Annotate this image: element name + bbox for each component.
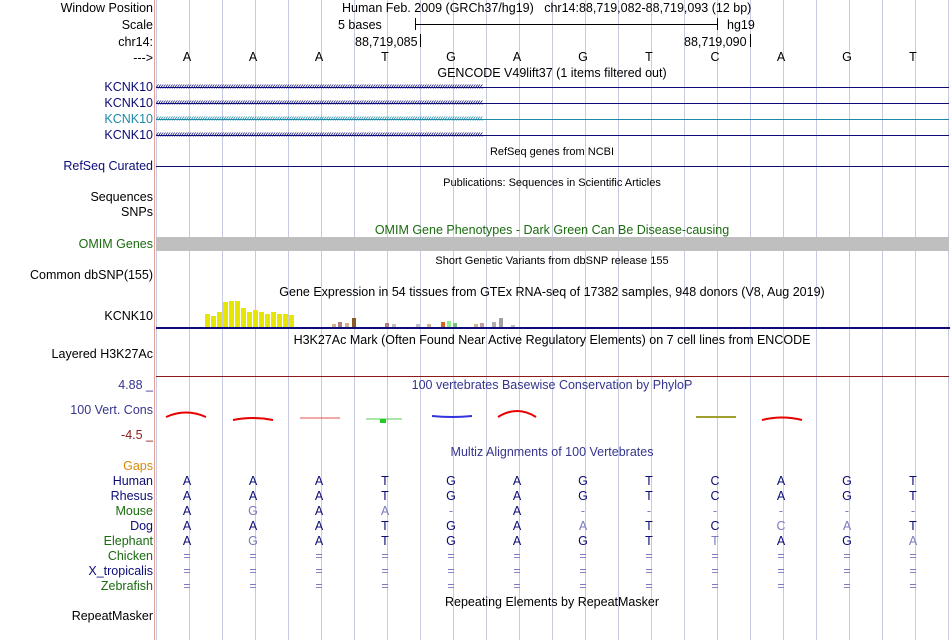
aligned-base: T (381, 474, 389, 488)
phylop-conservation-graph[interactable] (156, 406, 950, 426)
aligned-base: A (248, 474, 258, 488)
species-label[interactable]: X_tropicalis (88, 564, 153, 578)
aligned-base: - (844, 504, 850, 518)
h3k27ac-title: H3K27Ac Mark (Often Found Near Active Regulatory Elements) on 7 cell lines from ENCODE (293, 333, 811, 347)
reference-base: G (446, 50, 456, 64)
aligned-base: = (579, 564, 587, 578)
aligned-base: A (776, 474, 786, 488)
reference-base: G (842, 50, 852, 64)
omim-label[interactable]: OMIM Genes (78, 237, 153, 251)
gencode-transcript-label[interactable]: KCNK10 (104, 96, 153, 110)
aligned-base: = (843, 564, 851, 578)
aligned-base: = (183, 579, 191, 593)
window-coordinates: chr14:88,719,082-88,719,093 (12 bp) (544, 1, 752, 15)
aligned-base: T (711, 534, 719, 548)
gtex-bars (205, 301, 515, 327)
scale-bar (415, 18, 718, 30)
aligned-base: = (447, 579, 455, 593)
aligned-base: T (909, 519, 917, 533)
aligned-base: = (447, 549, 455, 563)
aligned-base: = (315, 549, 323, 563)
aligned-base: G (446, 489, 456, 503)
coordinate-right-tick (750, 34, 751, 47)
aligned-base: = (381, 549, 389, 563)
phylop-max-value: 4.88 _ (118, 378, 153, 392)
aligned-base: = (513, 579, 521, 593)
aligned-base: T (381, 519, 389, 533)
aligned-base: = (315, 564, 323, 578)
aligned-base: G (446, 519, 456, 533)
aligned-base: A (182, 519, 192, 533)
aligned-base: T (645, 474, 653, 488)
aligned-base: G (248, 504, 258, 518)
reference-base: A (182, 50, 192, 64)
aligned-base: A (512, 534, 522, 548)
aligned-base: T (909, 489, 917, 503)
aligned-base: G (578, 534, 588, 548)
refseq-title: RefSeq genes from NCBI (489, 146, 615, 158)
aligned-base: = (645, 549, 653, 563)
reference-base: A (248, 50, 258, 64)
gtex-title: Gene Expression in 54 tissues from GTEx RNA-seq of 17382 samples, 948 donors (V8, Aug 2019) (279, 285, 825, 299)
aligned-base: A (314, 489, 324, 503)
publications-title: Publications: Sequences in Scientific Articles (443, 177, 661, 189)
gencode-title: GENCODE V49lift37 (1 items filtered out) (437, 66, 667, 80)
gencode-transcript-label[interactable]: KCNK10 (104, 128, 153, 142)
scale-label: Scale (121, 18, 153, 32)
aligned-base: A (776, 534, 786, 548)
aligned-base: = (909, 549, 917, 563)
aligned-base: A (776, 489, 786, 503)
reference-base: A (512, 50, 522, 64)
repeatmasker-title: Repeating Elements by RepeatMasker (444, 595, 660, 609)
aligned-base: A (314, 534, 324, 548)
chrom-label: chr14: (118, 35, 153, 49)
phylop-min-value: -4.5 _ (121, 428, 153, 442)
aligned-base: C (710, 489, 720, 503)
window-position-text (342, 1, 751, 15)
aligned-base: A (512, 519, 522, 533)
species-label[interactable]: Human (112, 474, 153, 488)
aligned-base: - (580, 504, 586, 518)
aligned-base: - (712, 504, 718, 518)
aligned-base: = (183, 564, 191, 578)
h3k27ac-label[interactable]: Layered H3K27Ac (51, 347, 153, 361)
aligned-base: = (447, 564, 455, 578)
aligned-base: - (646, 504, 652, 518)
aligned-base: = (909, 564, 917, 578)
snps-label[interactable]: SNPs (121, 205, 153, 219)
reference-base: G (578, 50, 588, 64)
reference-base: T (909, 50, 917, 64)
aligned-base: T (381, 489, 389, 503)
aligned-base: A (314, 519, 324, 533)
coordinate-left: 88,719,085 (355, 35, 418, 49)
phylop-marks (166, 411, 802, 423)
dbsnp-label[interactable]: Common dbSNP(155) (30, 268, 153, 282)
aligned-base: - (448, 504, 454, 518)
aligned-base: A (512, 504, 522, 518)
aligned-base: = (249, 564, 257, 578)
aligned-base: G (578, 489, 588, 503)
reference-base: A (776, 50, 786, 64)
aligned-base: A (512, 474, 522, 488)
gtex-expression-graph[interactable] (156, 298, 950, 332)
aligned-base: G (842, 489, 852, 503)
aligned-base: A (908, 534, 918, 548)
aligned-base: A (578, 519, 588, 533)
aligned-base: = (183, 549, 191, 563)
aligned-base: = (249, 579, 257, 593)
aligned-base: = (381, 564, 389, 578)
aligned-base: = (711, 579, 719, 593)
gencode-transcript-label[interactable]: KCNK10 (104, 112, 153, 126)
label-separator (154, 0, 155, 640)
strand-arrow-label: ---> (133, 51, 153, 65)
aligned-base: A (182, 474, 192, 488)
aligned-base: A (182, 534, 192, 548)
aligned-base: C (710, 474, 720, 488)
coordinate-right: 88,719,090 (684, 35, 747, 49)
aligned-base: T (645, 519, 653, 533)
multiz-title: Multiz Alignments of 100 Vertebrates (450, 445, 654, 459)
scale-text: 5 bases (338, 18, 382, 32)
assembly-name: Human Feb. 2009 (GRCh37/hg19) (342, 1, 534, 15)
h3k27ac-baseline[interactable] (156, 376, 949, 377)
phylop-title: 100 vertebrates Basewise Conservation by PhyloP (411, 378, 693, 392)
species-label[interactable]: Mouse (115, 504, 153, 518)
aligned-base: T (645, 534, 653, 548)
aligned-base: = (645, 579, 653, 593)
aligned-base: = (381, 579, 389, 593)
aligned-base: G (446, 534, 456, 548)
aligned-base: G (842, 534, 852, 548)
gtex-gene-model (156, 327, 950, 329)
aligned-base: A (314, 504, 324, 518)
aligned-base: A (512, 489, 522, 503)
reference-base: C (710, 50, 720, 64)
aligned-base: A (248, 489, 258, 503)
aligned-base: = (513, 549, 521, 563)
aligned-base: = (777, 564, 785, 578)
strand-arrows: ‹‹‹‹‹‹‹‹‹‹‹‹‹‹‹‹‹‹‹‹‹‹‹‹‹‹‹‹‹‹‹‹‹‹‹‹‹‹‹‹‹‹‹‹‹‹‹‹‹‹‹‹‹‹‹‹‹‹‹‹‹‹‹‹‹‹‹‹‹‹‹‹‹‹‹‹‹‹‹‹‹‹‹‹‹‹‹‹‹‹‹‹‹‹‹‹‹‹‹‹‹‹‹‹‹‹‹‹‹‹‹‹‹‹‹‹‹‹‹‹‹‹‹‹‹‹‹‹‹‹‹‹‹‹‹‹‹‹‹‹ (156, 114, 483, 124)
aligned-base: = (315, 579, 323, 593)
aligned-base: T (381, 534, 389, 548)
aligned-base: G (842, 474, 852, 488)
aligned-base: = (777, 579, 785, 593)
refseq-gene-line[interactable] (156, 166, 949, 167)
reference-base: T (381, 50, 389, 64)
aligned-base: G (248, 534, 258, 548)
aligned-base: = (843, 579, 851, 593)
gencode-transcript-label[interactable]: KCNK10 (104, 80, 153, 94)
species-label[interactable]: Dog (130, 519, 153, 533)
phylop-label[interactable]: 100 Vert. Cons (70, 403, 153, 417)
aligned-base: = (579, 579, 587, 593)
aligned-base: C (710, 519, 720, 533)
strand-arrows: ‹‹‹‹‹‹‹‹‹‹‹‹‹‹‹‹‹‹‹‹‹‹‹‹‹‹‹‹‹‹‹‹‹‹‹‹‹‹‹‹‹‹‹‹‹‹‹‹‹‹‹‹‹‹‹‹‹‹‹‹‹‹‹‹‹‹‹‹‹‹‹‹‹‹‹‹‹‹‹‹‹‹‹‹‹‹‹‹‹‹‹‹‹‹‹‹‹‹‹‹‹‹‹‹‹‹‹‹‹‹‹‹‹‹‹‹‹‹‹‹‹‹‹‹‹‹‹‹‹‹‹‹‹‹‹‹‹‹‹‹ (156, 130, 483, 140)
aligned-base: = (711, 564, 719, 578)
scale-db: hg19 (727, 18, 755, 32)
species-label[interactable]: Elephant (103, 534, 153, 548)
aligned-base: G (578, 474, 588, 488)
aligned-base: A (380, 504, 390, 518)
gaps-label[interactable]: Gaps (123, 459, 153, 473)
species-label[interactable]: Chicken (107, 549, 153, 563)
aligned-base: G (446, 474, 456, 488)
aligned-base: - (778, 504, 784, 518)
aligned-base: = (645, 564, 653, 578)
refseq-label[interactable]: RefSeq Curated (63, 159, 153, 173)
repeatmasker-label[interactable]: RepeatMasker (71, 609, 153, 623)
strand-arrows: ‹‹‹‹‹‹‹‹‹‹‹‹‹‹‹‹‹‹‹‹‹‹‹‹‹‹‹‹‹‹‹‹‹‹‹‹‹‹‹‹‹‹‹‹‹‹‹‹‹‹‹‹‹‹‹‹‹‹‹‹‹‹‹‹‹‹‹‹‹‹‹‹‹‹‹‹‹‹‹‹‹‹‹‹‹‹‹‹‹‹‹‹‹‹‹‹‹‹‹‹‹‹‹‹‹‹‹‹‹‹‹‹‹‹‹‹‹‹‹‹‹‹‹‹‹‹‹‹‹‹‹‹‹‹‹‹‹‹‹‹ (156, 82, 483, 92)
aligned-base: = (513, 564, 521, 578)
aligned-base: A (248, 519, 258, 533)
aligned-base: A (842, 519, 852, 533)
aligned-base: = (909, 579, 917, 593)
species-label[interactable]: Zebrafish (100, 579, 153, 593)
window-position-label: Window Position (60, 1, 153, 15)
reference-base: T (645, 50, 653, 64)
gtex-label[interactable]: KCNK10 (104, 309, 153, 323)
aligned-base: = (777, 549, 785, 563)
omim-title: OMIM Gene Phenotypes - Dark Green Can Be Disease-causing (374, 223, 730, 237)
aligned-base: - (910, 504, 916, 518)
aligned-base: C (776, 519, 786, 533)
aligned-base: = (711, 549, 719, 563)
dbsnp-title: Short Genetic Variants from dbSNP release 155 (435, 255, 669, 267)
aligned-base: T (645, 489, 653, 503)
aligned-base: = (579, 549, 587, 563)
omim-bar[interactable] (156, 237, 949, 251)
aligned-base: = (249, 549, 257, 563)
aligned-base: T (909, 474, 917, 488)
aligned-base: A (182, 489, 192, 503)
aligned-base: = (843, 549, 851, 563)
sequences-label[interactable]: Sequences (90, 190, 153, 204)
reference-base: A (314, 50, 324, 64)
strand-arrows: ‹‹‹‹‹‹‹‹‹‹‹‹‹‹‹‹‹‹‹‹‹‹‹‹‹‹‹‹‹‹‹‹‹‹‹‹‹‹‹‹‹‹‹‹‹‹‹‹‹‹‹‹‹‹‹‹‹‹‹‹‹‹‹‹‹‹‹‹‹‹‹‹‹‹‹‹‹‹‹‹‹‹‹‹‹‹‹‹‹‹‹‹‹‹‹‹‹‹‹‹‹‹‹‹‹‹‹‹‹‹‹‹‹‹‹‹‹‹‹‹‹‹‹‹‹‹‹‹‹‹‹‹‹‹‹‹‹‹‹‹ (156, 98, 483, 108)
aligned-base: A (182, 504, 192, 518)
coordinate-left-tick (420, 34, 421, 47)
aligned-base: A (314, 474, 324, 488)
species-label[interactable]: Rhesus (110, 489, 153, 503)
